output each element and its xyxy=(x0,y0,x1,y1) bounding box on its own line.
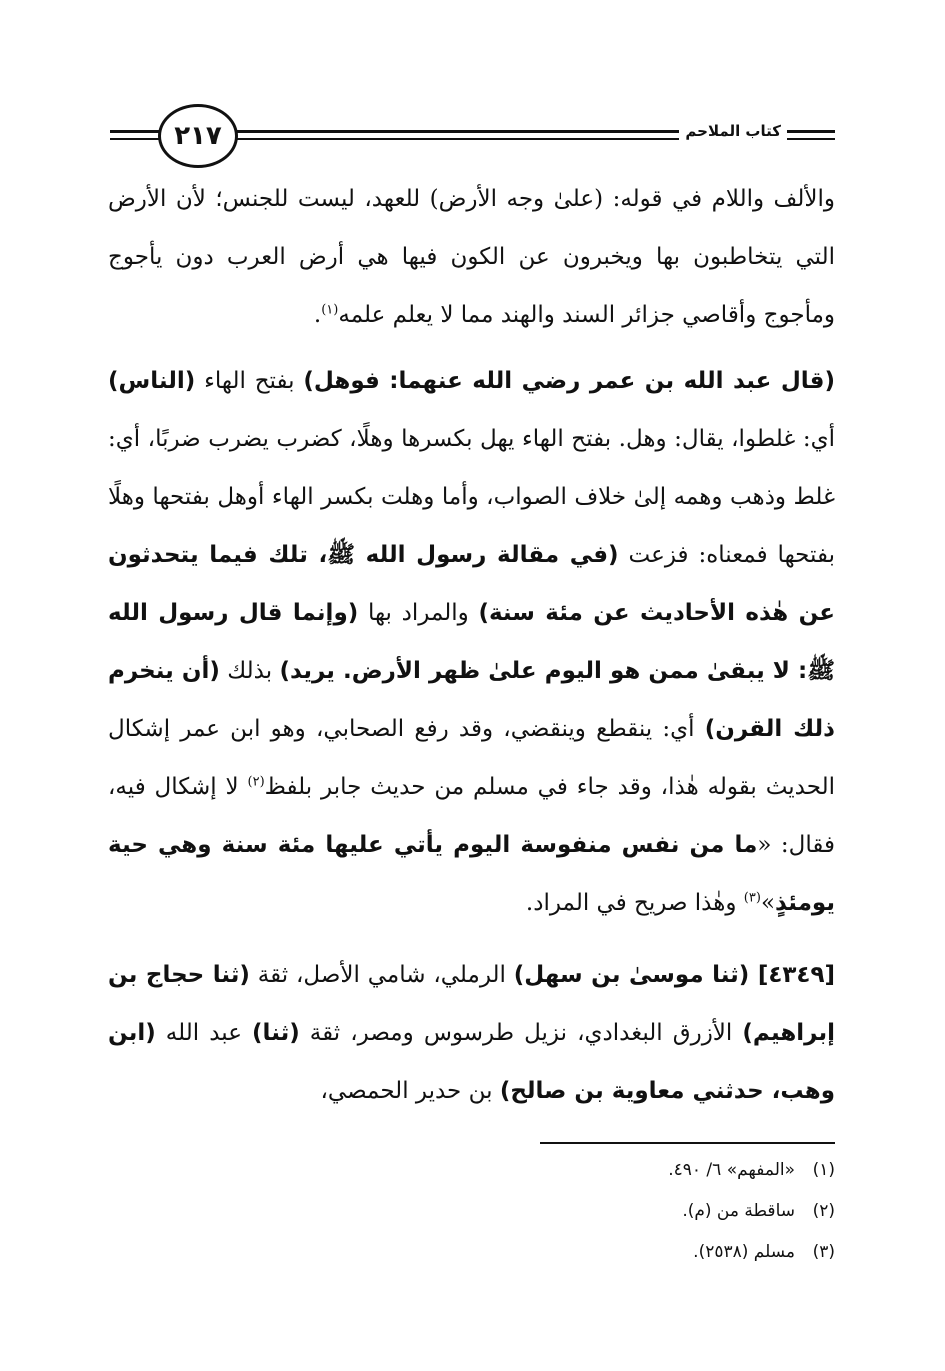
footnote-ref-1[interactable]: (١) xyxy=(321,302,339,318)
narrator-thana: (ثنا) xyxy=(252,1020,300,1046)
p2-text-5: أي: ينقطع وينقضي، وقد رفع الصحابي، وهو ابن عمر إشكال الحديث بقوله هٰذا، وقد جاء في مسلم من حديث جابر بلفظ xyxy=(108,716,835,800)
p2-text-2: أي: غلطوا، يقال: وهل. بفتح الهاء يهل بكسرها وهلًا، كضرب يضرب ضربًا، أي: غلط وذهب وهمه إلىٰ خلاف الصواب، وأما وهلت بكسر الهاء أوهل بفتحها وهلًا بفتحها فمعناه: فزعت xyxy=(108,426,835,568)
narrator-ibn-wahb: (ابن وهب، حدثني معاوية بن صالح) xyxy=(108,1020,835,1104)
footnote-3 xyxy=(108,1232,835,1273)
footnote-2 xyxy=(108,1191,835,1232)
hadith-number: [٤٣٤٩] (ثنا موسىٰ بن سهل) xyxy=(513,962,835,988)
p1-line2: لأن الأرض التي يتخاطبون بها ويخبرون عن الكون فيها هي أرض xyxy=(108,186,835,270)
narrator-hajjaj: (ثنا حجاج بن إبراهيم) xyxy=(108,962,835,1046)
quote-hadith: ما من نفس منفوسة اليوم يأتي عليها مئة سنة وهي حية يومئذٍ xyxy=(108,832,835,916)
footnote-text: «المفهم» ٦/ ٤٩٠. xyxy=(668,1160,795,1180)
p2-text-4: بذلك xyxy=(219,658,280,684)
footnote-ref-2[interactable]: (٢) xyxy=(247,774,265,790)
main-text xyxy=(108,170,835,1134)
footnote-number: (١) xyxy=(812,1160,835,1180)
p2-text-8: وهٰذا صريح في المراد. xyxy=(525,890,744,916)
p1-line1: والألف واللام في قوله: (علىٰ وجه الأرض) للعهد، ليست للجنس؛ xyxy=(215,186,835,212)
p2-text-3: والمراد بها xyxy=(358,600,479,626)
quote-innama: (وإنما قال رسول الله ﷺ: لا يبقىٰ ممن هو اليوم علىٰ ظهر الأرض. يريد) xyxy=(108,600,836,684)
footnotes xyxy=(108,1150,835,1273)
paragraph-1 xyxy=(108,170,835,344)
p3-text-3: عبد الله xyxy=(155,1020,253,1046)
p3-text-1: الرملي، شامي الأصل، ثقة xyxy=(249,962,514,988)
p1-line4: علمه xyxy=(338,302,386,328)
page-number: ٢١٧ xyxy=(158,104,238,168)
quote-ibn-umar: (قال عبد الله بن عمر رضي الله عنهما: فوهل) xyxy=(303,368,835,394)
footnote-divider xyxy=(540,1142,835,1144)
footnote-number: (٣) xyxy=(812,1242,835,1262)
p1-line3: العرب دون يأجوج ومأجوج وأقاصي جزائر السند والهند مما لا يعلم xyxy=(108,244,835,328)
footnote-1 xyxy=(108,1150,835,1191)
footnote-text: ساقطة من (م). xyxy=(682,1201,795,1221)
quote-maqala: (في مقالة رسول الله ﷺ، تلك فيما يتحدثون عن هٰذه الأحاديث عن مئة سنة) xyxy=(108,542,835,626)
p2-text-6: لا إشكال فيه، فقال: « xyxy=(108,774,836,858)
p3-text-4: بن حدير الحمصي، xyxy=(320,1078,500,1104)
p1-end: . xyxy=(313,302,322,328)
footnote-number: (٢) xyxy=(812,1201,835,1221)
paragraph-3 xyxy=(108,946,835,1120)
p3-text-2: الأزرق البغدادي، نزيل طرسوس ومصر، ثقة xyxy=(299,1020,743,1046)
running-title: كتاب الملاحم xyxy=(679,122,787,140)
quote-alnas: (الناس) xyxy=(108,368,196,394)
paragraph-2 xyxy=(108,352,835,932)
quote-yankharim: (أن ينخرم ذلك القرن) xyxy=(108,658,835,742)
page-header xyxy=(110,100,835,170)
footnote-ref-3[interactable]: (٣) xyxy=(743,890,761,906)
footnote-text: مسلم (٢٥٣٨). xyxy=(693,1242,795,1262)
p2-text-7: » xyxy=(760,890,776,916)
p2-text-1: بفتح الهاء xyxy=(195,368,304,394)
